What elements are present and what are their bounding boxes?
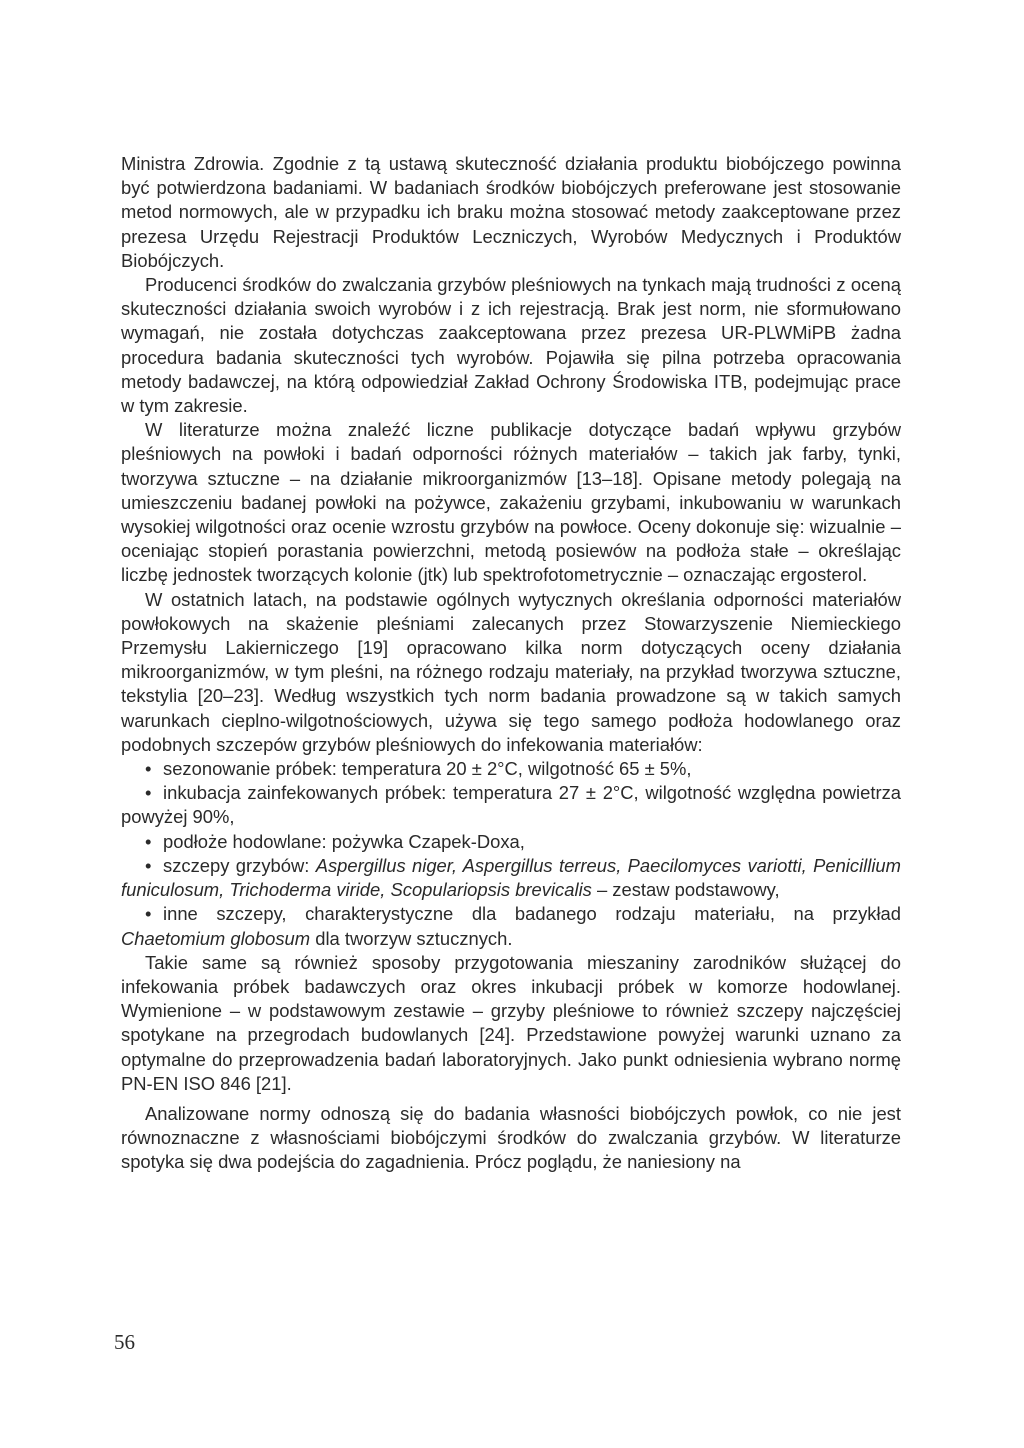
species-names: Aspergillus niger, Aspergillus terreus, Paecilomyces variotti, Penicillium funiculosum, Trichoderma viride, Scopulariopsis brevicalis	[121, 854, 901, 901]
page-number: 56	[114, 1330, 135, 1354]
list-item: • szczepy grzybów: Aspergillus niger, Aspergillus terreus, Paecilomyces variotti, Penicillium funiculosum, Trichoderma viride, Scopulariopsis brevicalis – zestaw podstawowy,	[121, 854, 901, 901]
body-text	[121, 152, 901, 1175]
species-name: Chaetomium globosum	[121, 927, 311, 949]
paragraph-4: W ostatnich latach, na podstawie ogólnych wytycznych określania odporności materiałów powłokowych na skażenie pleśniami zalecanych przez Stowarzyszenie Niemieckiego Przemysłu Lakierniczego [19] opracowano kilka norm dotyczących oceny działania mikroorganizmów, w tym pleśni, na różnego rodzaju materiały, na przykład tworzywa sztuczne, tekstylia [20–23]. Według wszystkich tych norm badania prowadzone są w takich samych warunkach cieplno-wilgotnościowych, używa się tego samego podłoża hodowlanego oraz podobnych szczepów grzybów pleśniowych do infekowania materiałów:	[121, 588, 901, 755]
bullet-icon: •	[145, 903, 152, 925]
bullet-icon: •	[145, 854, 152, 876]
list-item: • sezonowanie próbek: temperatura 20 ± 2°C, wilgotność 65 ± 5%,	[121, 757, 901, 781]
conditions-list	[121, 757, 901, 951]
bullet-icon: •	[145, 758, 152, 780]
bullet-icon: •	[145, 782, 152, 804]
list-item: • inkubacja zainfekowanych próbek: temperatura 27 ± 2°C, wilgotność względna powietrza powyżej 90%,	[121, 782, 901, 828]
paragraph-3: W literaturze można znaleźć liczne publikacje dotyczące badań wpływu grzybów pleśniowych na powłoki i badań odporności różnych materiałów – takich jak farby, tynki, tworzywa sztuczne – na działanie mikroorganizmów [13–18]. Opisane metody polegają na umieszczeniu badanej powłoki na pożywce, zakażeniu grzybami, inkubowaniu w warunkach wysokiej wilgotności oraz ocenie wzrostu grzybów na powłoce. Oceny dokonuje się: wizualnie – oceniając stopień porastania powierzchni, metodą posiewów na podłoża stałe – określając liczbę jednostek tworzących kolonie (jtk) lub spektrofotometrycznie – oznaczając ergosterol.	[121, 419, 901, 586]
paragraph-6: Analizowane normy odnoszą się do badania własności biobójczych powłok, co nie jest równoznaczne z własnościami biobójczymi środków do zwalczania grzybów. W literaturze spotyka się dwa podejścia do zagadnienia. Prócz poglądu, że naniesiony na	[121, 1102, 901, 1173]
list-item: • podłoże hodowlane: pożywka Czapek-Doxa,	[121, 830, 901, 854]
paragraph-5: Takie same są również sposoby przygotowania mieszaniny zarodników służącej do infekowania próbek badawczych oraz okres inkubacji próbek w komorze hodowlanej. Wymienione – w podstawowym zestawie – grzyby pleśniowe to również szczepy najczęściej spotykane na przegrodach budowlanych [24]. Przedstawione powyżej warunki uznano za optymalne do przeprowadzenia badań laboratoryjnych. Jako punkt odniesienia wybrano normę PN-EN ISO 846 [21].	[121, 951, 901, 1094]
list-item: • inne szczepy, charakterystyczne dla badanego rodzaju materiału, na przykład Chaetomium globosum dla tworzyw sztucznych.	[121, 903, 901, 949]
paragraph-2: Producenci środków do zwalczania grzybów pleśniowych na tynkach mają trudności z oceną skuteczności działania swoich wyrobów i z ich rejestracją. Brak jest norm, nie sformułowano wymagań, nie została dotychczas zaakceptowana przez prezesa UR-PLWMiPB żadna procedura badania skuteczności tych wyrobów. Pojawiła się pilna potrzeba opracowania metody badawczej, na którą odpowiedział Zakład Ochrony Środowiska ITB, podejmując prace w tym zakresie.	[121, 274, 901, 417]
bullet-icon: •	[145, 830, 152, 852]
paragraph-1: Ministra Zdrowia. Zgodnie z tą ustawą skuteczność działania produktu biobójczego powinna być potwierdzona badaniami. W badaniach środków biobójczych preferowane jest stosowanie metod normowych, ale w przypadku ich braku można stosować metody zaakceptowane przez prezesa Urzędu Rejestracji Produktów Leczniczych, Wyrobów Medycznych i Produktów Biobójczych.	[121, 153, 901, 271]
